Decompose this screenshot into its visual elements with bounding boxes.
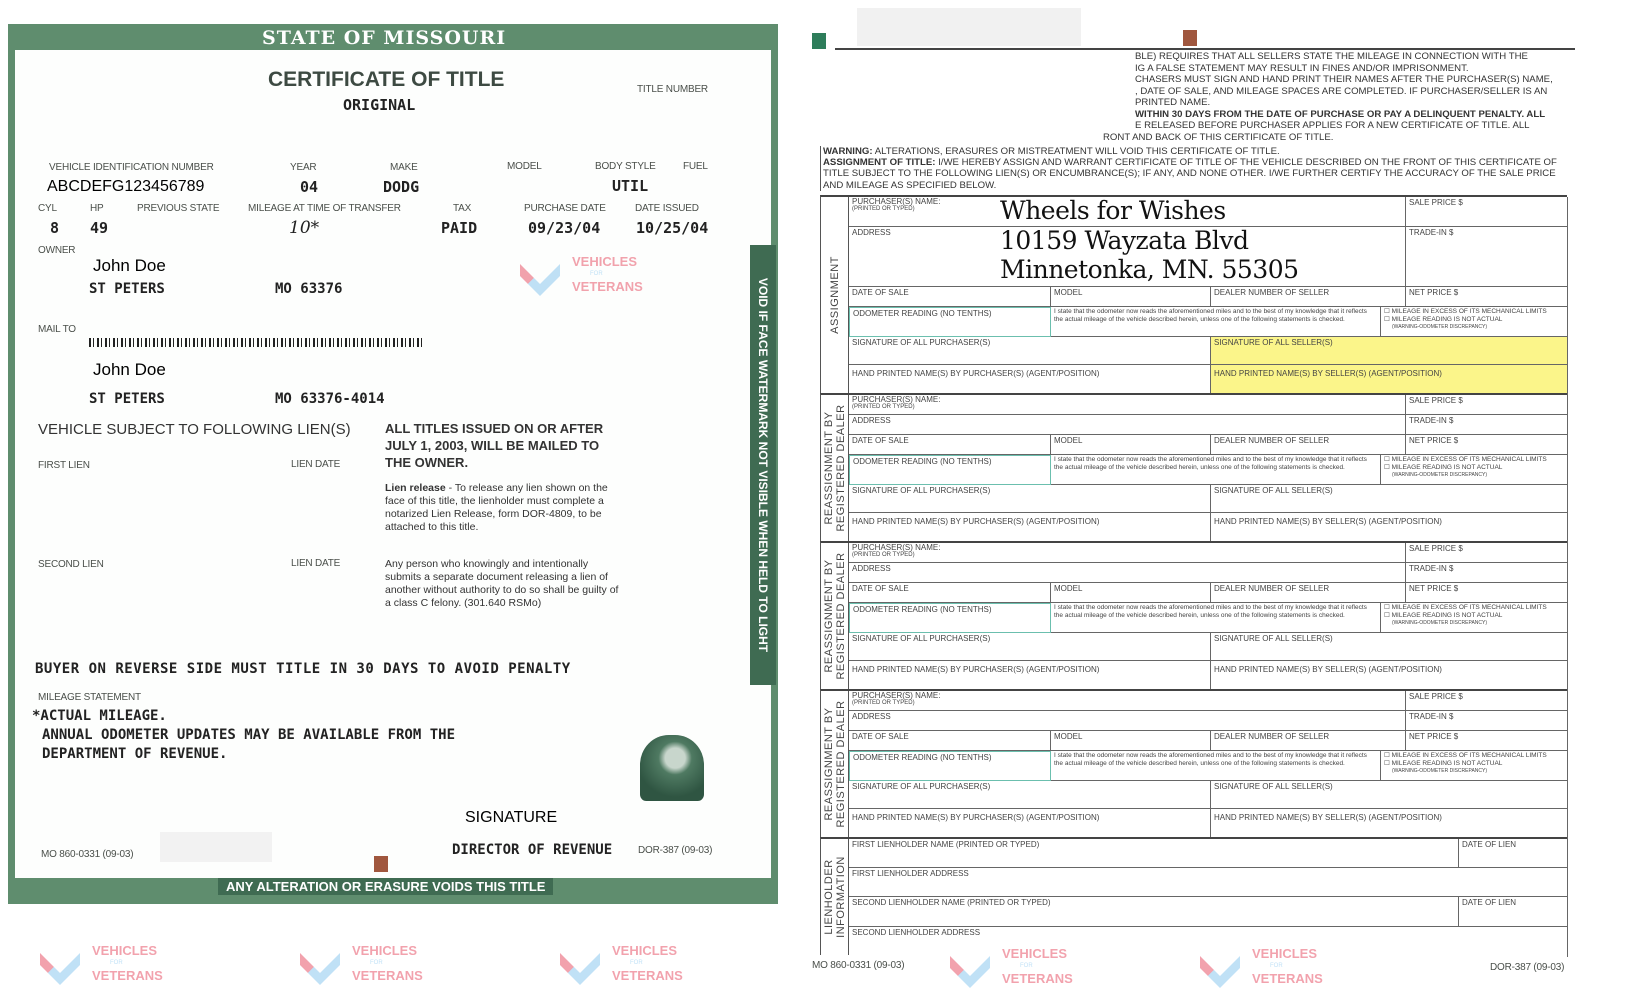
- field-label: SALE PRICE $: [1409, 396, 1463, 405]
- instruction-line: IG A FALSE STATEMENT MAY RESULT IN FINES AND/OR IMPRISONMENT.: [1135, 62, 1469, 74]
- purchaser-signature-field[interactable]: [849, 633, 1211, 661]
- year-label: YEAR: [290, 162, 317, 173]
- second-lienholder-name-field[interactable]: [849, 897, 1459, 927]
- vehicles-for-veterans-watermark: [560, 943, 690, 989]
- net-price-field[interactable]: [1406, 731, 1568, 751]
- field-label: HAND PRINTED NAME(S) BY PURCHASER(S) (AGENT/POSITION): [852, 813, 1100, 822]
- previous-state-label: PREVIOUS STATE: [137, 203, 220, 214]
- mail-to-state-zip: MO 63376-4014: [275, 391, 385, 407]
- section-label: [821, 691, 849, 837]
- purchaser-signature-field[interactable]: [849, 781, 1211, 809]
- lien-release-text: - To release any lien shown on the face of this title, the lienholder must complete a notarized Lien Release, form DOR-4809, to be attached to this title.: [385, 482, 608, 533]
- watermark-text: VEHICLES: [352, 943, 418, 958]
- checkbox-label: MILEAGE IN EXCESS OF ITS MECHANICAL LIMITS: [1391, 456, 1547, 463]
- cyl-value: 8: [50, 219, 60, 237]
- bottom-banner: ANY ALTERATION OR ERASURE VOIDS THIS TITLE: [218, 878, 553, 895]
- seller-signature-field[interactable]: [1211, 781, 1568, 809]
- statement-text: I state that the odometer now reads the aforementioned miles and to the best of my knowledge that it reflects the actual mileage of the vehicle described herein, unless one of the following statements is checked.: [1054, 752, 1367, 767]
- assignment-statement: [820, 146, 1567, 191]
- field-label: NET PRICE $: [1409, 732, 1459, 741]
- watermark-text: VETERANS: [352, 968, 423, 983]
- lien-release-notice: [385, 482, 620, 534]
- sale-price-field[interactable]: [1406, 691, 1568, 711]
- field-label: SIGNATURE OF ALL PURCHASER(S): [852, 782, 991, 791]
- field-label: SALE PRICE $: [1409, 692, 1463, 701]
- field-label: SIGNATURE OF ALL PURCHASER(S): [852, 634, 991, 643]
- statement-text: I state that the odometer now reads the aforementioned miles and to the best of my knowledge that it reflects the actual mileage of the vehicle described herein, unless one of the following statements is checked.: [1054, 604, 1367, 619]
- trade-in-field[interactable]: [1406, 227, 1568, 287]
- mail-to-label: MAIL TO: [38, 324, 76, 335]
- assignment-body: I/WE HEREBY ASSIGN AND WARRANT CERTIFICATE OF TITLE OF THE VEHICLE DESCRIBED ON THE FRONT OF THIS CERTIFICATE OF TITLE SUBJECT TO THE FOLLOWING LIEN(S) OR ENCUMBRANCE(S); IF ANY, AND NONE OTHER. I/WE FURTHER CERTIFY THE ACCURACY OF THE SALE PRICE AND MILEAGE AS SPECIFIED BELOW.: [823, 157, 1557, 191]
- vin-label: VEHICLE IDENTIFICATION NUMBER: [49, 162, 214, 173]
- form-number-right: DOR-387 (09-03): [638, 845, 713, 856]
- fuel-label: FUEL: [683, 161, 708, 172]
- year-value: 04: [300, 178, 319, 196]
- checkbox-label: MILEAGE IN EXCESS OF ITS MECHANICAL LIMITS: [1391, 752, 1547, 759]
- first-lienholder-name-field[interactable]: [849, 839, 1459, 868]
- section-label: [821, 543, 849, 689]
- field-label: ADDRESS: [852, 416, 891, 425]
- section-title: LIENHOLDER INFORMATION: [822, 856, 847, 938]
- field-label: SIGNATURE OF ALL PURCHASER(S): [852, 338, 991, 347]
- top-rule: [835, 48, 1575, 50]
- back-form-number-left: MO 860-0331 (09-03): [812, 960, 905, 971]
- instruction-line: CHASERS MUST SIGN AND HAND PRINT THEIR NAMES AFTER THE PURCHASER(S) NAME,: [1135, 74, 1553, 85]
- first-lien-label: FIRST LIEN: [38, 460, 90, 471]
- field-label: DATE OF SALE: [852, 436, 909, 445]
- seller-printed-name-field[interactable]: [1211, 661, 1568, 691]
- instruction-line: , DATE OF SALE, AND MILEAGE SPACES ARE COMPLETED. IF PURCHASER/SELLER IS AN: [1135, 85, 1548, 97]
- purchase-date-label: PURCHASE DATE: [524, 203, 606, 214]
- side-strip-text: VOID IF FACE WATERMARK NOT VISIBLE WHEN HELD TO LIGHT: [756, 277, 770, 653]
- buyer-notice: BUYER ON REVERSE SIDE MUST TITLE IN 30 DAYS TO AVOID PENALTY: [35, 661, 571, 677]
- dealer-number-field[interactable]: [1211, 435, 1406, 455]
- field-label: TRADE-IN $: [1409, 564, 1454, 573]
- warning-body: ALTERATIONS, ERASURES OR MISTREATMENT WILL VOID THIS CERTIFICATE OF TITLE.: [872, 146, 1280, 157]
- body-style-value: UTIL: [612, 177, 649, 195]
- field-label: HAND PRINTED NAME(S) BY SELLER(S) (AGENT/POSITION): [1214, 517, 1442, 526]
- watermark-text: VEHICLES: [612, 943, 678, 958]
- field-label: SALE PRICE $: [1409, 544, 1463, 553]
- odometer-field[interactable]: [849, 455, 1051, 485]
- seller-printed-name-field[interactable]: [1211, 365, 1568, 395]
- tax-label: TAX: [453, 203, 472, 214]
- liens-heading: VEHICLE SUBJECT TO FOLLOWING LIEN(S): [38, 421, 351, 438]
- field-label: ADDRESS: [852, 564, 891, 573]
- mileage-label: MILEAGE AT TIME OF TRANSFER: [248, 203, 401, 214]
- field-label: HAND PRINTED NAME(S) BY SELLER(S) (AGENT/POSITION): [1214, 665, 1442, 674]
- field-label: FIRST LIENHOLDER NAME (PRINTED OR TYPED): [852, 840, 1040, 849]
- date-of-sale-field[interactable]: [849, 583, 1051, 603]
- seller-printed-name-field[interactable]: [1211, 809, 1568, 839]
- watermark-logo-icon: [300, 945, 340, 985]
- field-label: NET PRICE $: [1409, 288, 1459, 297]
- field-label: ADDRESS: [852, 228, 891, 237]
- field-label: DEALER NUMBER OF SELLER: [1214, 436, 1330, 445]
- watermark-text: FOR: [590, 271, 603, 277]
- section-label: [821, 839, 849, 955]
- sale-price-field[interactable]: [1406, 543, 1568, 563]
- lienholder-section: [820, 837, 1567, 955]
- second-lien-date-label: LIEN DATE: [291, 558, 341, 569]
- handwritten-city-state-zip: Minnetonka, MN. 55305: [1000, 255, 1299, 284]
- field-label: TRADE-IN $: [1409, 228, 1454, 237]
- purchaser-name-field[interactable]: [849, 691, 1406, 711]
- not-actual-checkbox[interactable]: ☐ MILEAGE READING IS NOT ACTUAL: [1384, 316, 1503, 323]
- vin-value: ABCDEFG123456789: [47, 178, 205, 195]
- tax-value: PAID: [441, 219, 478, 237]
- owner-label: OWNER: [38, 245, 76, 256]
- redacted-area: [160, 832, 272, 862]
- field-label: SALE PRICE $: [1409, 198, 1463, 207]
- instruction-line: BLE) REQUIRES THAT ALL SELLERS STATE THE MILEAGE IN CONNECTION WITH THE: [1135, 51, 1528, 62]
- field-sublabel: (PRINTED OR TYPED): [852, 552, 915, 558]
- field-label: PURCHASER(S) NAME:: [852, 395, 941, 404]
- section-label: [821, 197, 849, 393]
- vehicles-for-veterans-watermark: [300, 943, 430, 989]
- instruction-line: RONT AND BACK OF THIS CERTIFICATE OF TITLE.: [1103, 131, 1334, 143]
- mail-to-name: John Doe: [93, 360, 166, 379]
- model-field[interactable]: [1051, 583, 1211, 603]
- hp-value: 49: [90, 219, 109, 237]
- field-label: HAND PRINTED NAME(S) BY PURCHASER(S) (AGENT/POSITION): [852, 517, 1100, 526]
- lien-release-heading: Lien release: [385, 482, 446, 494]
- mileage-statement-label: MILEAGE STATEMENT: [38, 692, 141, 703]
- trade-in-field[interactable]: [1406, 711, 1568, 731]
- portrait-engraving: [640, 735, 704, 801]
- field-label: ODOMETER READING (NO TENTHS): [853, 457, 992, 466]
- purchaser-printed-name-field[interactable]: [849, 365, 1211, 395]
- watermark-text: VETERANS: [612, 968, 683, 983]
- signature: SIGNATURE: [465, 809, 558, 826]
- field-label: SECOND LIENHOLDER NAME (PRINTED OR TYPED): [852, 898, 1051, 907]
- dealer-number-field[interactable]: [1211, 583, 1406, 603]
- watermark-text: VETERANS: [1252, 971, 1323, 986]
- field-label: HAND PRINTED NAME(S) BY PURCHASER(S) (AGENT/POSITION): [852, 665, 1100, 674]
- watermark-text: FOR: [370, 960, 383, 966]
- watermark-text: FOR: [1270, 963, 1283, 969]
- watermark-text: FOR: [110, 960, 123, 966]
- mailed-notice: ALL TITLES ISSUED ON OR AFTER JULY 1, 2003, WILL BE MAILED TO THE OWNER.: [385, 421, 604, 470]
- body-style-label: BODY STYLE: [595, 161, 656, 172]
- net-price-field[interactable]: [1406, 287, 1568, 307]
- odometer-field[interactable]: [849, 603, 1051, 633]
- security-marker: [812, 33, 826, 49]
- watermark-text: VEHICLES: [92, 943, 158, 958]
- not-actual-checkbox[interactable]: ☐ MILEAGE READING IS NOT ACTUAL: [1384, 612, 1503, 619]
- watermark-text: VETERANS: [1002, 971, 1073, 986]
- checkbox-label: MILEAGE READING IS NOT ACTUAL: [1391, 316, 1503, 323]
- watermark-text: VETERANS: [572, 279, 643, 294]
- watermark-text: VETERANS: [92, 968, 163, 983]
- field-label: NET PRICE $: [1409, 584, 1459, 593]
- excess-checkbox[interactable]: ☐ MILEAGE IN EXCESS OF ITS MECHANICAL LIMITS: [1384, 752, 1547, 759]
- section-title: REASSIGNMENT BY REGISTERED DEALER: [822, 700, 847, 828]
- section-title: REASSIGNMENT BY REGISTERED DEALER: [822, 404, 847, 532]
- odometer-field[interactable]: [849, 307, 1051, 337]
- section-title: ASSIGNMENT: [828, 256, 841, 334]
- field-label: TRADE-IN $: [1409, 416, 1454, 425]
- odometer-statement: [1051, 455, 1381, 485]
- date-of-sale-field[interactable]: [849, 731, 1051, 751]
- date-of-sale-field[interactable]: [849, 435, 1051, 455]
- reassignment-section: [820, 541, 1567, 689]
- field-label: NET PRICE $: [1409, 436, 1459, 445]
- state-banner: STATE OF MISSOURI: [262, 27, 507, 49]
- date-issued-label: DATE ISSUED: [635, 203, 699, 214]
- mileage-line-3: DEPARTMENT OF REVENUE.: [42, 746, 228, 762]
- field-label: MODEL: [1054, 732, 1083, 741]
- purchaser-signature-field[interactable]: [849, 337, 1211, 365]
- odometer-statement: [1051, 751, 1381, 781]
- mileage-line-1: *ACTUAL MILEAGE.: [32, 708, 167, 724]
- model-field[interactable]: [1051, 287, 1211, 307]
- purchaser-name-field[interactable]: [849, 395, 1406, 415]
- first-lien-date-label: LIEN DATE: [291, 459, 341, 470]
- field-label: PURCHASER(S) NAME:: [852, 691, 941, 700]
- security-marker: [1183, 30, 1197, 46]
- field-label: DEALER NUMBER OF SELLER: [1214, 732, 1330, 741]
- statement-text: I state that the odometer now reads the aforementioned miles and to the best of my knowledge that it reflects the actual mileage of the vehicle described herein, unless one of the following statements is checked.: [1054, 456, 1367, 471]
- security-marker: [374, 856, 388, 872]
- field-label: ODOMETER READING (NO TENTHS): [853, 309, 992, 318]
- section-label: [821, 395, 849, 541]
- owner-city: ST PETERS: [89, 281, 165, 297]
- trade-in-field[interactable]: [1406, 563, 1568, 583]
- make-label: MAKE: [390, 162, 418, 173]
- model-label: MODEL: [507, 161, 542, 172]
- purchaser-printed-name-field[interactable]: [849, 513, 1211, 543]
- field-label: SIGNATURE OF ALL SELLER(S): [1214, 634, 1333, 643]
- original-label: ORIGINAL: [343, 96, 416, 114]
- mileage-value: 10*: [289, 218, 320, 238]
- purchaser-signature-field[interactable]: [849, 485, 1211, 513]
- cyl-label: CYL: [38, 203, 57, 214]
- watermark-text: FOR: [630, 960, 643, 966]
- field-label: MODEL: [1054, 288, 1083, 297]
- excess-checkbox[interactable]: ☐ MILEAGE IN EXCESS OF ITS MECHANICAL LIMITS: [1384, 604, 1547, 611]
- second-lienholder-address-field[interactable]: [849, 927, 1568, 957]
- first-lien-date-field[interactable]: [1459, 839, 1568, 868]
- field-label: HAND PRINTED NAME(S) BY SELLER(S) (AGENT/POSITION): [1214, 813, 1442, 822]
- seller-signature-field[interactable]: [1211, 485, 1568, 513]
- assignment-heading: ASSIGNMENT OF TITLE:: [823, 157, 936, 169]
- trade-in-field[interactable]: [1406, 415, 1568, 435]
- field-label: HAND PRINTED NAME(S) BY SELLER(S) (AGENT/POSITION): [1214, 369, 1442, 378]
- watermark-logo-icon: [40, 945, 80, 985]
- odometer-statement: [1051, 307, 1381, 337]
- address-field[interactable]: [849, 415, 1406, 435]
- seller-printed-name-field[interactable]: [1211, 513, 1568, 543]
- field-label: TRADE-IN $: [1409, 712, 1454, 721]
- address-field[interactable]: [849, 563, 1406, 583]
- field-label: SIGNATURE OF ALL SELLER(S): [1214, 338, 1333, 347]
- second-lien-label: SECOND LIEN: [38, 559, 104, 570]
- instruction-line: WITHIN 30 DAYS FROM THE DATE OF PURCHASE OR PAY A DELINQUENT PENALTY. ALL: [1135, 108, 1546, 120]
- field-label: DATE OF LIEN: [1462, 840, 1517, 849]
- date-issued-value: 10/25/04: [636, 219, 709, 237]
- checkbox-label: MILEAGE READING IS NOT ACTUAL: [1391, 612, 1503, 619]
- handwritten-address: 10159 Wayzata Blvd: [1000, 226, 1249, 255]
- field-label: MODEL: [1054, 584, 1083, 593]
- checkbox-label: MILEAGE READING IS NOT ACTUAL: [1391, 760, 1503, 767]
- mileage-line-2: ANNUAL ODOMETER UPDATES MAY BE AVAILABLE FROM THE: [42, 727, 456, 743]
- felony-notice: Any person who knowingly and intentionally submits a separate document releasing a lien of another without authority to do so shall be guilty of a class C felony. (301.640 RSMo): [385, 558, 619, 609]
- seller-signature-field[interactable]: [1211, 337, 1568, 365]
- hp-label: HP: [90, 203, 104, 214]
- model-field[interactable]: [1051, 731, 1211, 751]
- document-title: CERTIFICATE OF TITLE: [268, 68, 505, 91]
- purchase-date-value: 09/23/04: [528, 219, 601, 237]
- field-label: SIGNATURE OF ALL PURCHASER(S): [852, 486, 991, 495]
- date-of-sale-field[interactable]: [849, 287, 1051, 307]
- field-label: DEALER NUMBER OF SELLER: [1214, 288, 1330, 297]
- field-label: SECOND LIENHOLDER ADDRESS: [852, 928, 981, 937]
- watermark-text: FOR: [1020, 963, 1033, 969]
- field-label: ODOMETER READING (NO TENTHS): [853, 753, 992, 762]
- odometer-checkboxes: [1381, 751, 1568, 781]
- checkbox-label: MILEAGE IN EXCESS OF ITS MECHANICAL LIMITS: [1391, 308, 1547, 315]
- odometer-checkboxes: [1381, 455, 1568, 485]
- title-number-label: TITLE NUMBER: [637, 84, 708, 95]
- reassignment-section: [820, 689, 1567, 837]
- redacted-area: [857, 8, 1081, 46]
- assignment-text: [823, 157, 1567, 191]
- net-price-field[interactable]: [1406, 583, 1568, 603]
- watermark-text: VEHICLES: [1252, 946, 1318, 961]
- form-number-left: MO 860-0331 (09-03): [41, 849, 134, 860]
- field-label: SIGNATURE OF ALL SELLER(S): [1214, 486, 1333, 495]
- field-sublabel: (PRINTED OR TYPED): [852, 404, 915, 410]
- owner-state-zip: MO 63376: [275, 281, 343, 297]
- section-title: REASSIGNMENT BY REGISTERED DEALER: [822, 552, 847, 680]
- watermark-logo-icon: [560, 945, 600, 985]
- title-front: [0, 0, 785, 940]
- excess-checkbox[interactable]: ☐ MILEAGE IN EXCESS OF ITS MECHANICAL LIMITS: [1384, 456, 1547, 463]
- purchaser-name-field[interactable]: [849, 543, 1406, 563]
- discrepancy-note: (WARNING-ODOMETER DISCREPANCY): [1392, 768, 1487, 774]
- model-field[interactable]: [1051, 435, 1211, 455]
- not-actual-checkbox[interactable]: ☐ MILEAGE READING IS NOT ACTUAL: [1384, 464, 1503, 471]
- instruction-line: PRINTED NAME.: [1135, 97, 1211, 108]
- back-form-number-right: DOR-387 (09-03): [1490, 962, 1565, 973]
- odometer-checkboxes: [1381, 603, 1568, 633]
- discrepancy-note: (WARNING-ODOMETER DISCREPANCY): [1392, 620, 1487, 626]
- second-lien-date-field[interactable]: [1459, 897, 1568, 927]
- field-label: DEALER NUMBER OF SELLER: [1214, 584, 1330, 593]
- field-label: HAND PRINTED NAME(S) BY PURCHASER(S) (AGENT/POSITION): [852, 369, 1100, 378]
- field-label: DATE OF LIEN: [1462, 898, 1517, 907]
- address-field[interactable]: [849, 711, 1406, 731]
- odometer-checkboxes: [1381, 307, 1568, 337]
- purchaser-printed-name-field[interactable]: [849, 661, 1211, 691]
- purchaser-printed-name-field[interactable]: [849, 809, 1211, 839]
- not-actual-checkbox[interactable]: ☐ MILEAGE READING IS NOT ACTUAL: [1384, 760, 1503, 767]
- dealer-number-field[interactable]: [1211, 731, 1406, 751]
- watermark-text: VEHICLES: [1002, 946, 1068, 961]
- seller-signature-field[interactable]: [1211, 633, 1568, 661]
- field-sublabel: (PRINTED OR TYPED): [852, 700, 915, 706]
- checkbox-label: MILEAGE READING IS NOT ACTUAL: [1391, 464, 1503, 471]
- excess-checkbox[interactable]: ☐ MILEAGE IN EXCESS OF ITS MECHANICAL LIMITS: [1384, 308, 1547, 315]
- field-label: PURCHASER(S) NAME:: [852, 197, 941, 206]
- warning-heading: WARNING:: [823, 146, 873, 157]
- sale-price-field[interactable]: [1406, 197, 1568, 227]
- warning-text: [823, 146, 1567, 157]
- odometer-field[interactable]: [849, 751, 1051, 781]
- statement-text: I state that the odometer now reads the aforementioned miles and to the best of my knowledge that it reflects the actual mileage of the vehicle described herein, unless one of the following statements is checked.: [1054, 308, 1367, 323]
- instruction-line: E RELEASED BEFORE PURCHASER APPLIES FOR A NEW CERTIFICATE OF TITLE. ALL: [1135, 120, 1530, 131]
- instructions: [1103, 51, 1553, 143]
- field-label: PURCHASER(S) NAME:: [852, 543, 941, 552]
- discrepancy-note: (WARNING-ODOMETER DISCREPANCY): [1392, 324, 1487, 330]
- mail-to-city: ST PETERS: [89, 391, 165, 407]
- field-label: DATE OF SALE: [852, 584, 909, 593]
- field-label: SIGNATURE OF ALL SELLER(S): [1214, 782, 1333, 791]
- field-label: FIRST LIENHOLDER ADDRESS: [852, 869, 969, 878]
- first-lienholder-address-field[interactable]: [849, 868, 1568, 897]
- reassignment-section: [820, 393, 1567, 541]
- vehicles-for-veterans-watermark: [40, 943, 170, 989]
- dealer-number-field[interactable]: [1211, 287, 1406, 307]
- field-label: DATE OF SALE: [852, 732, 909, 741]
- owner-name: John Doe: [93, 256, 166, 275]
- watermark-text: VEHICLES: [572, 254, 638, 269]
- checkbox-label: MILEAGE IN EXCESS OF ITS MECHANICAL LIMITS: [1391, 604, 1547, 611]
- director-title: DIRECTOR OF REVENUE: [452, 842, 613, 858]
- sale-price-field[interactable]: [1406, 395, 1568, 415]
- field-label: ADDRESS: [852, 712, 891, 721]
- field-label: DATE OF SALE: [852, 288, 909, 297]
- net-price-field[interactable]: [1406, 435, 1568, 455]
- handwritten-purchaser-name: Wheels for Wishes: [1000, 196, 1226, 225]
- discrepancy-note: (WARNING-ODOMETER DISCREPANCY): [1392, 472, 1487, 478]
- field-sublabel: (PRINTED OR TYPED): [852, 206, 915, 212]
- make-value: DODG: [383, 178, 420, 196]
- field-label: MODEL: [1054, 436, 1083, 445]
- odometer-statement: [1051, 603, 1381, 633]
- field-label: ODOMETER READING (NO TENTHS): [853, 605, 992, 614]
